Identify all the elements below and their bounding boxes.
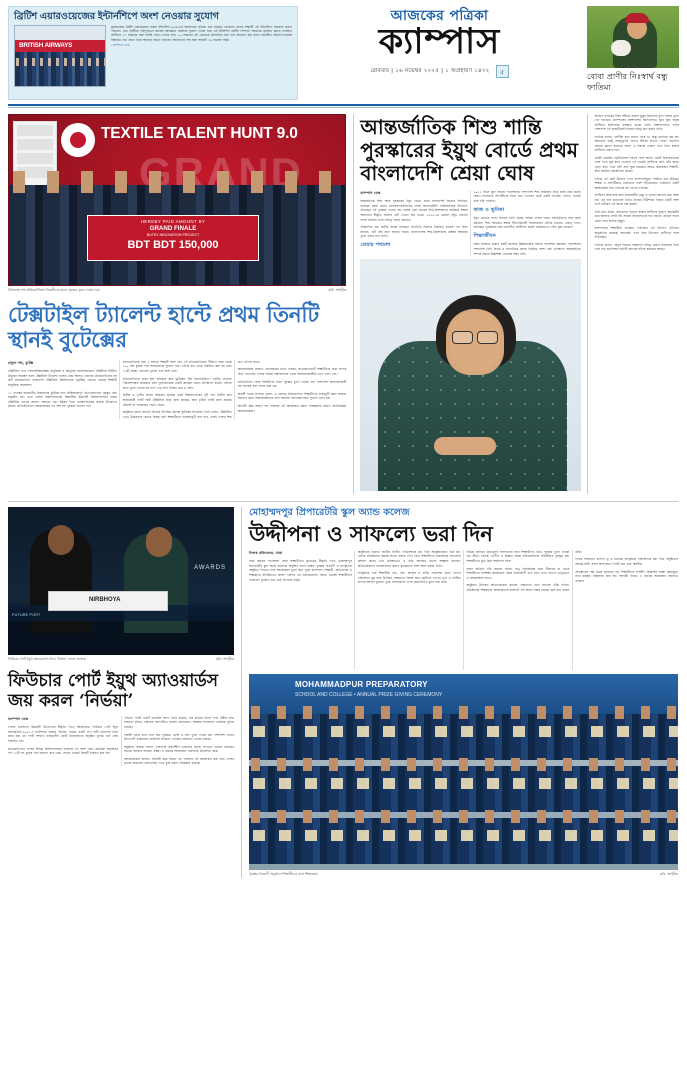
publication-name: আজকের পত্রিকা — [390, 8, 489, 24]
side-teaser[interactable] — [587, 6, 679, 100]
masthead — [8, 0, 679, 100]
rail-para: নিজের খাবারের টাকা বাঁচিয়ে রাস্তার কুকুর-বিড়ালের মুখে খাবার তুলে দেন ফাতিমা। ক্যাম্পাসের আশপাশের অলিগলিতে ঘুরে ঘুরে অসুস্থ প্রাণীদের চিকিৎসার ব্যবস্থাও করেন তিনি। বিশ্ববিদ্যালয়ে পড়ার পাশাপাশি এই কাজটিকেই নিজের দায়িত্ব মনে করেন তিনি। — [594, 113, 679, 132]
mid-sub1-body: ২০২২ সালে স্কুল পর্যায়ে পড়াশোনার পাশাপাশি শিশু অধিকার নিয়ে কাজ শুরু করেন শ্রেয়া। বিদ্যালয়ে সহপাঠীদের নিয়ে গড়ে তোলেন ছোট একটি সংগঠন। সেখান থেকেই শুরু তাঁর পথচলা। — [473, 189, 581, 203]
mid-sub2-body: ইয়ুথ বোর্ডের সদস্য হিসেবে তিনি বিশ্বের বিভিন্ন দেশের তরুণ প্রতিনিধিদের সঙ্গে কাজ করবেন। শিশু অধিকার রক্ষায় নীতিনির্ধারণী আলোচনায় তাঁদের মতামত গুরুত্ব পাবে। প্রতিবছর পুরস্কারের জন্য মনোনীত প্রার্থীদের বাছাই প্রক্রিয়াতেও তাঁরা যুক্ত থাকেন। — [473, 216, 581, 230]
awards-para: ‘নির্ভয়া’ দলটি একটি মোবাইল অ্যাপ তৈরি করেছে, যার মাধ্যমে বিপদে পড়া নারীরা দ্রুত সহায়তা চাইতে পারবেন। অ্যাপটিতে জরুরি যোগাযোগ, অবস্থান শনাক্তসহ একাধিক সুবিধা রয়েছে। — [124, 715, 234, 729]
lead-para: টেক্সটাইল এবং পোশাকশিল্পসংশ্লিষ্ট প্রাযুক্তিক ও আধুনিক সমস্যাসমাধানে টেক্সটাইল টাইটান উদ্ভাবন অন্বেষণ হলো টেক্সটাইল ট্যালেন্ট হান্টের নবম আসর। এবারের প্রতিযোগিতায় সব কটি প্রতিযোগিতা বাংলাদেশ টেক্সটাইল বিশ্ববিদ্যালয় (বুটেক্স) এবারও হয়েছে শিক্ষার্থী প্রাযুক্তিক আসরসহ। — [8, 369, 117, 388]
lead-para: আগামী বছর আরও বড় পরিসরে এই আয়োজন করার পরিকল্পনার কথাও জানিয়েছেন আয়োজকেরা। — [237, 403, 347, 413]
stage-brand-label: FUTURE PORT — [12, 611, 41, 617]
awards-para: প্রতিযোগিতায় দেশের বিভিন্ন বিশ্ববিদ্যালয়ের শতাধিক দল অংশ নেয়। প্রাথমিক বাছাইয়ের পর ১২টি দল চূড়ান্ত পর্বে জায়গা করে নেয়। সেখান থেকেই বিজয়ী নির্বাচন করা হয়। — [8, 746, 118, 756]
school-para: দিনের শেষভাগে র‍্যাফল ড্র ও মনোজ্ঞ সাংস্কৃতিক পরিবেশনার মধ্য দিয়ে অনুষ্ঠানের সমাপ্তি ঘটে। সবার অংশগ্রহণে দিনটি হয়ে ওঠে স্মরণীয়। — [575, 557, 678, 566]
side-teaser-title: বোবা প্রাণীর নিঃস্বার্থ বন্ধু ফাতিমা — [587, 71, 668, 93]
awards-para: আয়োজকেরা জানান, আগামী বছর আরও বড় পরিসরে এই আয়োজন করা হবে। দেশের প্রত্যন্ত অঞ্চলের তরুণদেরও এতে যুক্ত করার পরিকল্পনা রয়েছে। — [124, 756, 234, 766]
fatima-photo — [587, 6, 679, 68]
awards-para: বিজয়ী দলের হাতে নগদ অর্থ পুরস্কার, ক্রেস্ট ও সনদ তুলে দেওয়া হয়। পাশাপাশি তাদের উদ্যোগটি বাস্তবায়নে কারিগরি সহায়তা দেওয়ার ঘোষণাও দেওয়া হয়েছে। — [124, 732, 234, 742]
lead-para: প্রতিযোগিতায় প্রায় ২ হাজার শিক্ষার্থী অংশ নেন এই প্রতিযোগিতায়। দীর্ঘদিন সময় থেকে ১০০ জন চূড়ান্ত পর্বে অংশগ্রহণের সুযোগ পান। তাঁদের মধ্য থেকে নির্বাচিত করা হয় সেরা ১০টি প্রকল্প, যেগুলো চূড়ান্ত পর্বে অংশ নেয়। — [122, 359, 232, 373]
mid-intro-left: আন্তর্জাতিক শিশু শান্তি পুরস্কারের ইয়ুথ বোর্ডে প্রথম বাংলাদেশি হিসেবে নির্বাচিত হয়েছেন শ্রেয়া ঘোষ। নেদারল্যান্ডসভিত্তিক সংস্থা কিডসরাইটস ফাউন্ডেশনের উদ্যোগে প্রতিবছর এই পুরস্কার দেওয়া হয়। বিশ্বের নানা প্রান্তের শিশু-কিশোরদের অধিকার রক্ষায় অবদানের স্বীকৃতি হিসেবে এটি দেওয়া হয়ে থাকে। ২০২৫-২৬ মেয়াদে ইয়ুথ বোর্ডের সদস্য হিসেবে তিনি দায়িত্ব পালন করবেন। — [360, 199, 468, 222]
school-kicker: মোহাম্মদপুর প্রিপারেটরি স্কুল অ্যান্ড কলেজ — [249, 506, 410, 518]
mid-sub3-body: শ্রেয়া বর্তমানে ঢাকার একটি কলেজে উচ্চমাধ্যমিক পর্যায়ে পড়াশোনা করছেন। পড়াশোনার পাশাপাশি তিনি বিতর্ক ও সাংগঠনিক কাজে নিয়মিত অংশ নেন। ভবিষ্যতে আন্তর্জাতিক সম্পর্ক বিষয়ে উচ্চশিক্ষা নেওয়ার ইচ্ছা তাঁর। — [473, 242, 581, 256]
lead-para: ১১ নভেম্বর রাজধানীর বিজয়নগর বুটেক্সে নানা জাঁকজমকপূর্ণ প্রতিযোগিতায় পুরস্কৃত করা অনুষ্ঠিত হয়। এতে দেশের বিশ্ববিদ্যালয়ের শিক্ষার্থীরা উদ্ভাবনী বিশ্ববিদ্যালয়ের প্রকল্প টেক্সটাইল খাতের সমস্যা, সমাধান এবং উন্নয়ন নিয়ে গবেষণাভিত্তিক প্রকল্পে উপস্থাপন করেন। প্রতিযোগিতার আয়োজকের পর্ব শেষ হয় পুরস্কার বিতরণ পর্ব। — [8, 390, 117, 409]
stage-awards-label: AWARDS — [194, 564, 226, 571]
lead-para: প্রতিযোগিতায় প্রথম স্থান অধিকার করে বুটেক্সের ‘টিম ইনোভেটরস’। দলটির সদস্যরা পরিবেশবান্ধব প্রক্রিয়ায় বর্জ্য পুনর্ব্যবহারের একটি কার্যকর পদ্ধতি উপস্থাপন করেন। তাঁদের হাতে তুলে দেওয়া হয় নগদ দেড় লাখ টাকার চেক ও সনদ। — [122, 376, 232, 390]
prize-cheque — [87, 215, 259, 261]
dateline: রোববার | ১৬ নভেম্বর ২০২৫ | ১ অগ্রহায়ণ ১৪৩২ — [370, 68, 490, 74]
lead-photo-credit: ছবি: সংগৃহীত — [328, 287, 347, 292]
nirbhoya-awards-photo — [8, 507, 234, 655]
cheque-line-1: HEREBY PAID AMOUNT BY — [140, 218, 206, 224]
awards-headline[interactable]: ফিউচার পোর্ট ইয়ুথ অ্যাওয়ার্ডস জয় করল ‘নির্ভয়া’ — [8, 670, 219, 711]
awards-para: দেশের তরুণদের উদ্ভাবনী উদ্যোগকে স্বীকৃতি দিতে আয়োজিত ফিউচার পোর্ট ইয়ুথ অ্যাওয়ার্ডস-২০২৫-এ চ্যাম্পিয়ন হয়েছে ‘নির্ভয়া’ নামের একটি দল। নারী নিরাপত্তা নিয়ে কাজ করা এই দলটি সম্প্রতি রাজধানীর একটি মিলনায়তনে অনুষ্ঠিত চূড়ান্ত পর্বে সেরা নির্বাচিত হয়। — [8, 725, 118, 743]
mid-subhead-2: কাজ ও ভূমিকা — [473, 206, 505, 213]
mid-subhead-3: শিক্ষাজীবন — [473, 232, 496, 239]
school-para: অনুষ্ঠানে উপস্থিত অভিভাবকেরা জানান, সন্তানদের এমন সাফল্যে তাঁরা গর্বিত। প্রতিষ্ঠানের শিক্ষকদের আন্তরিকতার কারণেই এই অর্জন সম্ভব হয়েছে বলে মনে করেন তাঁরা। — [466, 549, 582, 592]
promo-body: যুক্তরাজ্যের ব্রিটিশ এয়ারওয়েজ সামার ইন্টার্নশিপ-২০২৬-এর আবেদনের প্রক্রিয়া শুরু হয়েছে। যেকোনো স্নাতক শিক্ষার্থী এই ইন্টার্নশিপে আবেদন করতে পারবেন। এতে প্রার্থীকে পরিপূর্ণভাবে কাজের অভিজ্ঞতা অর্জনের সুযোগ দেওয়া হবে। এই ইন্টার্নশিপ প্রার্থীর পেশাগত দক্ষতাকে ত্বরান্বিত করবে। নির্বাচিত প্রার্থীদের ১২ সপ্তাহের জন্য নির্দিষ্ট বেতন দেওয়া হবে। ১০ সপ্তাহের এই প্রোগ্রামে অনলাইনে ঘরে বসে আবেদন করা যাবে। আগ্রহীরা আবেদন-সংক্রান্ত বিস্তারিত তথ্য জেনে নিয়ে আবেদন করতে পারবেন। আবেদনের শেষ সময় আগামী ১৯ নভেম্বর পর্যন্ত। — [111, 25, 292, 42]
side-teaser-story — [595, 114, 679, 494]
school-para: সাংস্কৃতিক পর্বে শিক্ষার্থীরা নাচ, গান, আবৃত্তি ও নাটক পরিবেশন করে। তাদের পরিবেশনা মুগ্ধ করে উপস্থিত দর্শকদের। বিশেষ করে ছোটদের দলগত নৃত্য ও নাটিকা ব্যাপক প্রশংসা কুড়ায়। পুরো মিলনায়তন তখন করতালিতে মুখর হয়ে ওঠে। — [357, 571, 461, 585]
cheque-amount: BDT BDT 150,000 — [127, 238, 219, 251]
lead-byline: রাফুল শাহ, বুটেক্স — [8, 360, 34, 365]
school-story — [241, 507, 678, 878]
lead-para: দ্বিতীয় ও তৃতীয় স্থানও অধিকার করেছে একই বিশ্ববিদ্যালয়ের দুটি দল। দ্বিতীয় স্থান অর্জনকারী দলটি স্মার্ট টেক্সটাইল নিয়ে কাজ করেছে, আর তৃতীয় দলটি কাজ করেছে টেকসই রং ব্যবহারের পদ্ধতি নিয়ে। — [122, 393, 232, 407]
school-para: প্রতিষ্ঠানের পক্ষ থেকে জানানো হয়, শিক্ষার্থীদের সর্বাঙ্গীণ বিকাশের লক্ষ্যে বছরজুড়ে নানা কর্মসূচি বাস্তবায়ন করা হয়। আগামী দিনেও এ ধরনের আয়োজন অব্যাহত থাকবে। — [575, 569, 678, 583]
event-banner-title: TEXTILE TALENT HUNT 9.0 — [101, 124, 298, 142]
shreya-ghosh-portrait — [360, 259, 580, 491]
awards-para: অনুষ্ঠানে বক্তারা বলেন, তরুণদের সৃজনশীল ভাবনাকে কাজে লাগাতে পারলে সমাজের অনেক সমস্যার সমাধান সম্ভব। এ ধরনের আয়োজন তরুণদের উৎসাহিত করে। — [124, 744, 234, 754]
lead-para: অনুষ্ঠানে প্রধান অতিথি হিসেবে উপস্থিত ছিলেন বুটেক্সের উপাচার্য। তিনি বলেন, টেক্সটাইল খাতে উদ্ভাবনের কোনো বিকল্প নেই। শিক্ষার্থীদের গবেষণামুখী হতে হবে, তবেই দেশের শিল্প খাত এগিয়ে যাবে। — [122, 359, 260, 419]
school-para: বিভিন্ন শ্রেণিতে কৃতিত্বপূর্ণ ফলাফলের জন্য শিক্ষার্থীদের হাতে পুরস্কার তুলে দেওয়া হয়। ক্রীড়া, বিতর্ক, সংগীত ও বিজ্ঞান প্রকল্প প্রতিযোগিতায় বিজয়ীরাও পুরস্কৃত হয়। শিক্ষার্থীদের মুখে ছিল আনন্দের হাসি। — [466, 549, 570, 563]
school-para: প্রধান অতিথি তাঁর বক্তব্যে বলেন, শুধু পাঠ্যবইয়ের মধ্যে সীমাবদ্ধ না থেকে শিক্ষার্থীদের সহশিক্ষা কার্যক্রমেও সমান মনোযোগী হতে হবে। এতে তাদের নেতৃত্বগুণ ও আত্মবিশ্বাস বাড়ে। — [466, 566, 570, 580]
promo-credit: • ক্যাম্পাস ডেস্ক — [111, 42, 130, 47]
awards-byline: ক্যাম্পাস ডেস্ক — [8, 716, 29, 721]
section-divider — [8, 501, 679, 502]
rail-para: ক্যাম্পাসের শিক্ষার্থীরা বলছেন, ফাতিমার এই উদ্যোগ তাঁদেরও অনুপ্রাণিত করেছে। অনেকেই এখন নিজ উদ্যোগে প্রাণীদের পাশে দাঁড়াচ্ছেন। — [594, 226, 679, 240]
header-rule — [8, 104, 679, 106]
awards-cheque-team: NIRBHOYA — [89, 596, 121, 603]
school-photo-credit: ছবি: সংগৃহীত — [660, 871, 678, 876]
school-byline: নিজস্ব প্রতিবেদক, ঢাকা — [249, 550, 283, 555]
lead-para: বিজয়ী দলের সদস্যরা বলেন, এ ধরনের প্রতিযোগিতা শিক্ষার্থীদের বাস্তবমুখী জ্ঞান অর্জনে সহায়তা করে। শিল্পপ্রতিষ্ঠানের সঙ্গে সরাসরি যোগাযোগেরও সুযোগ তৈরি হয়। — [237, 391, 347, 401]
awards-photo-caption: ফিউচার পোর্ট ইয়ুথ অ্যাওয়ার্ডস নিয়ে 'নির্ভয়া' দলের সদস্যরা — [8, 656, 87, 661]
promo-title: ব্রিটিশ এয়ারওয়েজের ইন্টার্নশিপে অংশ নেওয়ার সুযোগ — [14, 11, 219, 22]
airline-name: BRITISH AIRWAYS — [19, 42, 73, 49]
lead-para: প্রতিযোগিতা শেষে বিজয়ীদের হাতে পুরস্কার তুলে দেওয়া হয়। পাশাপাশি অংশগ্রহণকারী সব দলকেই সনদ প্রদান করা হয়। — [237, 379, 347, 389]
rail-para: তিনি মনে করেন, সচেতনতা বাড়লে রাস্তার প্রাণীদের দুর্ভোগ অনেকটাই কমে আসবে। সবাই যদি সামান্য সহযোগিতার হাত বাড়ান, তাহলে বদলে যেতে পারে অনেক কিছুই। — [594, 209, 679, 223]
brand-zone — [298, 6, 581, 100]
school-headline[interactable]: উদ্দীপনা ও সাফল্যে ভরা দিন — [249, 520, 493, 546]
school-photo-caption: পুরস্কার বিতরণী অনুষ্ঠানে শিক্ষার্থীদের সঙ্গে শিক্ষকেরা। — [249, 871, 318, 876]
rail-para: ফাতিমা বলেন, ‘প্রাণীরা কথা বলতে পারে না, কিন্তু তাদেরও কষ্ট হয়। আমাদের একটু সহানুভূতিই তাদের বাঁচিয়ে রাখতে পারে।’ প্রতিদিন সকালে ক্লাসে যাওয়ার আগে ও সন্ধ্যায় ফেরার পথে তিনি রাস্তার প্রাণীদের খাবার দেন। — [594, 134, 679, 153]
textile-talent-hunt-photo — [8, 114, 346, 286]
school-para: অনুষ্ঠানের শুরুতে জাতীয় সংগীত পরিবেশনের মধ্য দিয়ে আনুষ্ঠানিকতা শুরু হয়। এরপর প্রতিষ্ঠানের অধ্যক্ষ স্বাগত বক্তব্য দেন। তিনি শিক্ষার্থীদের ধারাবাহিক সাফল্যের প্রশংসা করেন এবং ভবিষ্যতেও এ ধারা অব্যাহত রাখার আহ্বান জানান। অভিভাবকদের সহযোগিতার কথাও কৃতজ্ঞতার সঙ্গে স্মরণ করেন তিনি। — [357, 549, 461, 568]
awards-story — [8, 507, 234, 878]
mid-intro-right: পরিচালিত হয়। স্থানীয় সমন্বয় নির্বাচনে প্রতিনিধি হিসেবে নির্বাচিত হওয়ার পর শ্রেয়া জানান, এটি তাঁর জন্য অত্যন্ত গর্বের। বাংলাদেশের শিশু-কিশোরদের কণ্ঠস্বর বিশ্বমঞ্চে তুলে ধরতে চান তিনি। — [360, 225, 468, 239]
school-banner-sub: SCHOOL AND COLLEGE • ANNUAL PRIZE GIVING CEREMONY — [295, 691, 443, 698]
lead-headline[interactable]: টেক্সটাইল ট্যালেন্ট হান্টে প্রথম তিনটি স্থানই বুটেক্সের — [8, 302, 320, 353]
header-rule-thin — [8, 107, 679, 108]
mid-story — [353, 114, 587, 494]
glasses-icon — [452, 331, 498, 342]
event-logo — [61, 123, 95, 157]
mid-byline: ক্যাম্পাস ডেস্ক — [360, 190, 381, 195]
school-para: সারা বছরের পড়াশোনা শেষে শিক্ষার্থীদের কৃতিত্বের স্বীকৃতি দিতে মোহাম্মদপুর প্রিপারেটরি স্কুল অ্যান্ড কলেজে অনুষ্ঠিত হলো বার্ষিক পুরস্কার বিতরণী ও সাংস্কৃতিক অনুষ্ঠান। দিনভর নানা আয়োজনে মুখর ছিল পুরো ক্যাম্পাস। শিক্ষার্থী, অভিভাবক ও শিক্ষকদের উপস্থিতিতে প্রাঙ্গণ পরিণত হয় মিলনমেলায়। সকাল থেকেই শিক্ষার্থীদের পদচারণে মুখরিত হয়ে ওঠে বিদ্যালয় চত্বর। — [249, 559, 352, 582]
lead-para: আয়োজকেরা জানান, প্রতিবছরের মতো এবারও প্রতিযোগিতাটি শিক্ষার্থীদের মধ্যে ব্যাপক সাড়া ফেলেছে। দেশের বিভিন্ন বিশ্ববিদ্যালয় থেকে অংশগ্রহণকারীরা এতে যোগ দেন। — [237, 367, 347, 376]
school-banner-title: MOHAMMADPUR PREPARATORY — [295, 679, 428, 689]
lead-story — [8, 114, 346, 494]
promo-box[interactable] — [8, 6, 298, 100]
school-group-photo — [249, 674, 678, 870]
mid-headline[interactable]: আন্তর্জাতিক শিশু শান্তি পুরস্কারের ইয়ুথ বোর্ডে প্রথম বাংলাদেশি শ্রেয়া ঘোষ — [360, 114, 579, 185]
british-airways-photo — [14, 25, 106, 87]
rail-para: প্রাণীদের চিকিৎসার জন্য প্রয়োজনীয় ওষুধ ও খাবার জোগাড় করা সহজ নয়। তবু হাল ছাড়েননি তিনি। নিজের টিউশনির টাকার একটি অংশ তিনি নিয়মিত এই কাজে ব্যয় করেন। — [594, 193, 679, 207]
main-content-grid — [8, 114, 679, 494]
awards-cheque — [48, 591, 168, 611]
mid-subhead-1: শ্রেয়ার পথচলা — [360, 242, 391, 249]
rail-para: ফাতিমা বলেন, ‘মানুষ হিসেবে আমাদের দায়িত্ব কেবল নিজেদের নিয়ে ভাবা নয়। চারপাশের প্রতিটি প্রাণেরই বাঁচার অধিকার আছে।’ — [594, 242, 679, 252]
page-number-badge: ৫ — [496, 65, 509, 78]
cheque-line-2: GRAND FINALE — [149, 224, 197, 232]
section-title: ক্যাম্পাস — [378, 21, 501, 62]
rail-para: শুরুটা হয়েছিল ছোটবেলায়। বাড়ির পাশে আহত একটি বিড়ালছানাকে সেবা দিয়ে সুস্থ করে তোলার পর থেকেই প্রাণীদের প্রতি তাঁর মমতা বেড়ে যায়। এখন তাঁর সঙ্গে যুক্ত হয়েছেন আরও কয়েকজন শিক্ষার্থী, যাঁরা নিয়মিত সহযোগিতা করেন। — [594, 155, 679, 174]
awards-photo-credit: ছবি: সংগৃহীত — [216, 656, 234, 661]
lower-section — [8, 507, 679, 878]
cheque-line-3: BUTEX INNOVATION PROJECT — [146, 232, 200, 237]
lead-body-columns — [8, 360, 346, 420]
rail-para: তাঁদের এই ছোট উদ্যোগ এখন ক্যাম্পাসজুড়ে পরিচিত হয়ে উঠেছে। শিক্ষক ও সহপাঠীরাও নানাভাবে পাশে দাঁড়িয়েছেন। ভবিষ্যতে একটি আশ্রয়কেন্দ্র গড়ে তোলার স্বপ্ন দেখেন ফাতিমা। — [594, 176, 679, 190]
lead-photo-caption: উপলক্ষে শেষ প্রতিযোগিতায় বিজয়ীদের হাতে পুরস্কার তুলে দেওয়া হয়। — [8, 287, 100, 292]
